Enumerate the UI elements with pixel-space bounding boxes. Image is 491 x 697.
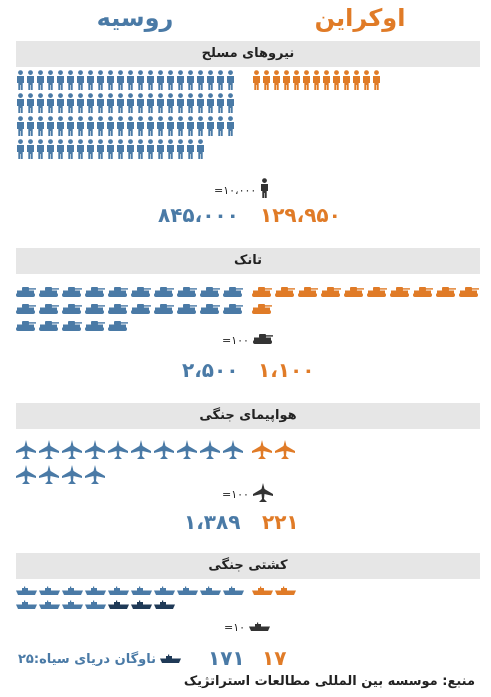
tank-icon (200, 303, 220, 314)
black-sea-fleet-note (18, 652, 181, 667)
russia-ships (16, 586, 246, 609)
soldier-icon (206, 93, 215, 114)
section-title-ships: کشتی جنگی (16, 553, 480, 579)
jet-icon (154, 440, 174, 459)
ukraine-tanks (252, 286, 482, 314)
value-ukraine-ships: ۱۷ (262, 646, 287, 670)
soldier-icon (196, 116, 205, 137)
soldier-icon (226, 93, 235, 114)
jet-icon (131, 440, 151, 459)
soldier-icon (272, 70, 281, 91)
soldier-icon (156, 116, 165, 137)
soldier-icon (36, 139, 45, 160)
header-ukraine: اوکراین (314, 4, 406, 32)
soldier-icon (86, 116, 95, 137)
soldier-icon (260, 178, 269, 199)
ship-icon (62, 600, 83, 609)
soldier-icon (352, 70, 361, 91)
soldier-icon (36, 93, 45, 114)
value-russia-jets: ۱،۳۸۹ (184, 510, 241, 534)
tank-icon (413, 286, 433, 297)
jet-icon (16, 440, 36, 459)
soldier-icon (176, 70, 185, 91)
soldier-icon (16, 93, 25, 114)
soldier-icon (262, 70, 271, 91)
legend-ships (224, 621, 270, 634)
soldier-icon (260, 178, 269, 202)
ship-icon (16, 586, 37, 595)
soldier-icon (106, 70, 115, 91)
legend-armed-forces (214, 178, 269, 202)
section-title-jets: هواپیمای جنگی (16, 403, 480, 429)
russia-tanks (16, 286, 246, 331)
soldier-icon (156, 93, 165, 114)
soldier-icon (26, 70, 35, 91)
legend-unit-label: =۱۰،۰۰۰ (214, 183, 257, 197)
soldier-icon (216, 116, 225, 137)
jet-icon (85, 440, 105, 459)
tank-icon (62, 286, 82, 297)
jet-icon (253, 483, 273, 502)
soldier-icon (372, 70, 381, 91)
soldier-icon (106, 116, 115, 137)
soldier-icon (186, 116, 195, 137)
jet-icon (39, 465, 59, 484)
soldier-icon (186, 70, 195, 91)
dark-ship-icon (131, 600, 152, 609)
soldier-icon (66, 70, 75, 91)
russia-soldiers (16, 70, 242, 160)
soldier-icon (136, 116, 145, 137)
soldier-icon (66, 116, 75, 137)
tank-icon (459, 286, 479, 297)
soldier-icon (362, 70, 371, 91)
soldier-icon (322, 70, 331, 91)
soldier-icon (16, 139, 25, 160)
soldier-icon (56, 70, 65, 91)
soldier-icon (176, 93, 185, 114)
soldier-icon (146, 139, 155, 160)
ukraine-jets (252, 440, 352, 459)
soldier-icon (36, 116, 45, 137)
tank-icon (223, 303, 243, 314)
ship-icon (223, 586, 244, 595)
soldier-icon (126, 116, 135, 137)
value-russia-tanks: ۲،۵۰۰ (182, 358, 239, 382)
tank-icon (39, 303, 59, 314)
tank-icon (16, 303, 36, 314)
soldier-icon (26, 93, 35, 114)
soldier-icon (96, 93, 105, 114)
soldier-icon (332, 70, 341, 91)
jet-icon (177, 440, 197, 459)
soldier-icon (292, 70, 301, 91)
tank-icon (108, 286, 128, 297)
ship-icon (62, 586, 83, 595)
section-title-armed-forces: نیروهای مسلح (16, 41, 480, 67)
soldier-icon (76, 139, 85, 160)
tank-icon (321, 286, 341, 297)
soldier-icon (96, 116, 105, 137)
soldier-icon (26, 139, 35, 160)
tank-icon (85, 286, 105, 297)
soldier-icon (196, 93, 205, 114)
soldier-icon (96, 70, 105, 91)
soldier-icon (166, 139, 175, 160)
soldier-icon (96, 139, 105, 160)
soldier-icon (146, 93, 155, 114)
tank-icon (200, 286, 220, 297)
legend-unit-label: =۱۰۰ (222, 487, 249, 501)
soldier-icon (116, 139, 125, 160)
tank-icon (39, 320, 59, 331)
soldier-icon (86, 70, 95, 91)
jet-icon (16, 465, 36, 484)
tank-icon (367, 286, 387, 297)
soldier-icon (46, 70, 55, 91)
tank-icon (85, 320, 105, 331)
soldier-icon (126, 139, 135, 160)
tank-icon (223, 286, 243, 297)
soldier-icon (216, 93, 225, 114)
tank-icon (85, 303, 105, 314)
soldier-icon (46, 93, 55, 114)
jet-icon (253, 483, 273, 505)
soldier-icon (196, 139, 205, 160)
ukraine-ships (252, 586, 312, 595)
soldier-icon (16, 70, 25, 91)
value-ukraine-jets: ۲۲۱ (262, 510, 299, 534)
tank-icon (154, 286, 174, 297)
soldier-icon (312, 70, 321, 91)
ship-icon (131, 586, 152, 595)
jet-icon (85, 465, 105, 484)
soldier-icon (166, 93, 175, 114)
soldier-icon (282, 70, 291, 91)
soldier-icon (116, 70, 125, 91)
soldier-icon (176, 139, 185, 160)
soldier-icon (166, 70, 175, 91)
ship-icon (200, 586, 221, 595)
soldier-icon (156, 70, 165, 91)
ship-icon (39, 586, 60, 595)
tank-icon (108, 320, 128, 331)
soldier-icon (56, 93, 65, 114)
soldier-icon (342, 70, 351, 91)
dark-ship-icon (154, 600, 175, 609)
jet-icon (39, 440, 59, 459)
jet-icon (200, 440, 220, 459)
soldier-icon (116, 116, 125, 137)
soldier-icon (106, 139, 115, 160)
ship-icon (16, 600, 37, 609)
soldier-icon (116, 93, 125, 114)
jet-icon (62, 440, 82, 459)
soldier-icon (126, 70, 135, 91)
soldier-icon (76, 70, 85, 91)
section-title-tanks: تانک (16, 248, 480, 274)
jet-icon (62, 465, 82, 484)
ship-icon (249, 621, 270, 634)
tank-icon (62, 320, 82, 331)
tank-icon (177, 286, 197, 297)
tank-icon (252, 286, 272, 297)
soldier-icon (196, 70, 205, 91)
dark-ship-icon (160, 654, 181, 663)
soldier-icon (252, 70, 261, 91)
jet-icon (223, 440, 243, 459)
soldier-icon (156, 139, 165, 160)
soldier-icon (136, 70, 145, 91)
tank-icon (253, 333, 273, 344)
black-sea-fleet-label: ناوگان دریای سیاه:۲۵ (18, 652, 156, 667)
soldier-icon (186, 139, 195, 160)
ship-icon (154, 586, 175, 595)
soldier-icon (16, 116, 25, 137)
soldier-icon (26, 116, 35, 137)
ship-icon (249, 622, 270, 631)
soldier-icon (206, 116, 215, 137)
value-russia-armed-forces: ۸۴۵،۰۰۰ (158, 203, 239, 227)
soldier-icon (216, 70, 225, 91)
soldier-icon (86, 93, 95, 114)
jet-icon (252, 440, 272, 459)
soldier-icon (76, 93, 85, 114)
dark-ship-icon (160, 652, 181, 667)
tank-icon (131, 303, 151, 314)
soldier-icon (56, 139, 65, 160)
dark-ship-icon (108, 600, 129, 609)
ukraine-soldiers (252, 70, 402, 91)
legend-tanks (222, 333, 273, 347)
tank-icon (253, 333, 273, 347)
tank-icon (154, 303, 174, 314)
soldier-icon (146, 70, 155, 91)
soldier-icon (36, 70, 45, 91)
tank-icon (390, 286, 410, 297)
jet-icon (108, 440, 128, 459)
tank-icon (108, 303, 128, 314)
legend-unit-label: =۱۰ (224, 621, 246, 634)
soldier-icon (66, 93, 75, 114)
legend-jets (222, 483, 273, 505)
source-note: منبع: موسسه بین المللی مطالعات استراتژیک (183, 674, 475, 689)
soldier-icon (226, 116, 235, 137)
tank-icon (39, 286, 59, 297)
tank-icon (177, 303, 197, 314)
ship-icon (39, 600, 60, 609)
soldier-icon (76, 116, 85, 137)
tank-icon (16, 320, 36, 331)
soldier-icon (166, 116, 175, 137)
jet-icon (275, 440, 295, 459)
tank-icon (275, 286, 295, 297)
soldier-icon (66, 139, 75, 160)
tank-icon (252, 303, 272, 314)
value-russia-ships: ۱۷۱ (208, 646, 245, 670)
ship-icon (177, 586, 198, 595)
soldier-icon (106, 93, 115, 114)
soldier-icon (56, 116, 65, 137)
ship-icon (275, 586, 296, 595)
header-russia: روسیه (96, 4, 174, 32)
tank-icon (344, 286, 364, 297)
value-ukraine-armed-forces: ۱۲۹،۹۵۰ (260, 203, 341, 227)
soldier-icon (302, 70, 311, 91)
ship-icon (252, 586, 273, 595)
ship-icon (85, 586, 106, 595)
tank-icon (298, 286, 318, 297)
russia-jets (16, 440, 246, 484)
soldier-icon (226, 70, 235, 91)
soldier-icon (176, 116, 185, 137)
soldier-icon (136, 139, 145, 160)
soldier-icon (146, 116, 155, 137)
soldier-icon (136, 93, 145, 114)
soldier-icon (46, 116, 55, 137)
soldier-icon (206, 70, 215, 91)
ship-icon (108, 586, 129, 595)
soldier-icon (126, 93, 135, 114)
tank-icon (436, 286, 456, 297)
tank-icon (131, 286, 151, 297)
soldier-icon (86, 139, 95, 160)
value-ukraine-tanks: ۱،۱۰۰ (258, 358, 315, 382)
tank-icon (16, 286, 36, 297)
soldier-icon (46, 139, 55, 160)
tank-icon (62, 303, 82, 314)
legend-unit-label: =۱۰۰ (222, 333, 249, 347)
soldier-icon (186, 93, 195, 114)
ship-icon (85, 600, 106, 609)
